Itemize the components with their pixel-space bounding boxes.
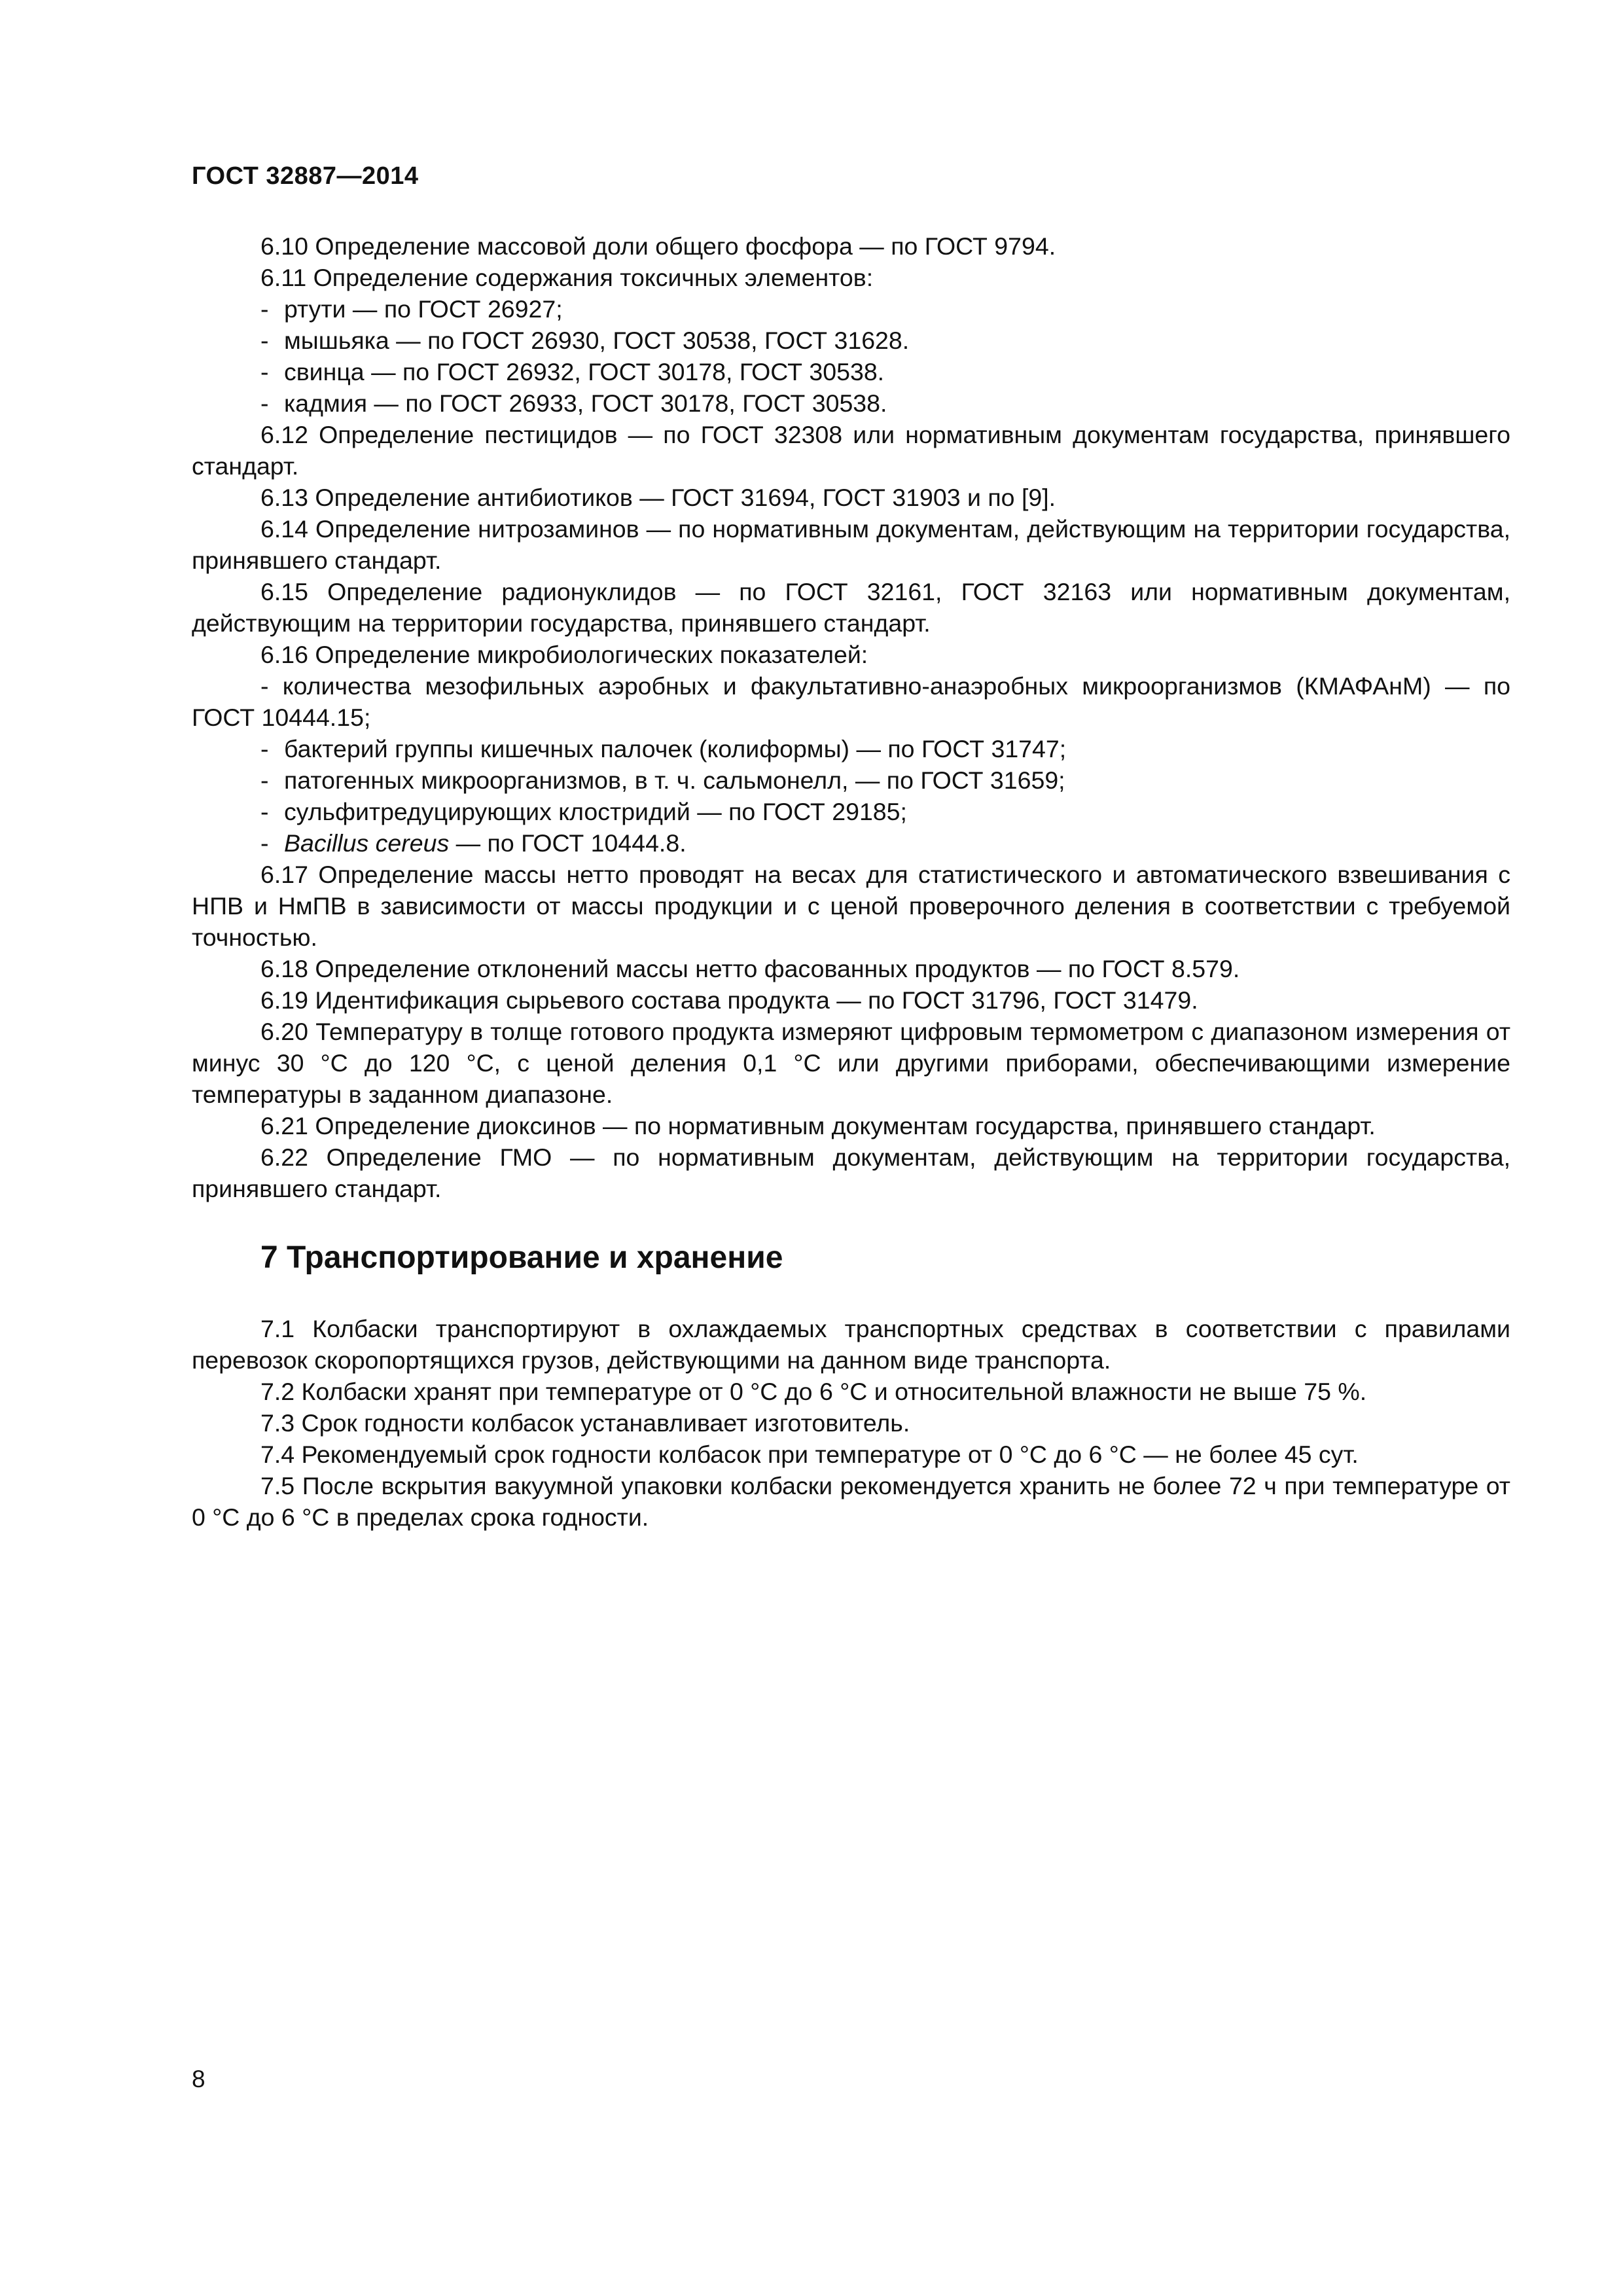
- list-item-text: патогенных микроорганизмов, в т. ч. сальмонелл, — по ГОСТ 31659;: [284, 766, 1065, 794]
- clause-6-12: 6.12 Определение пестицидов — по ГОСТ 32308 или нормативным документам государства, принявшего стандарт.: [192, 421, 1510, 480]
- list-item-text: — по ГОСТ 10444.8.: [449, 829, 687, 857]
- section-7-heading: 7 Транспортирование и хранение: [260, 1240, 783, 1275]
- list-item: [192, 325, 1510, 356]
- list-dash: -: [260, 829, 269, 857]
- clause-6-20: 6.20 Температуру в толще готового продукта измеряют цифровым термометром с диапазоном измерения от минус 30 °С до 120 °С, с ценой деления 0,1 °С или другими приборами, обеспечивающими измерение температуры в заданном диапазоне.: [192, 1018, 1510, 1108]
- bacillus-species-name: Bacillus cereus: [284, 829, 450, 857]
- list-item-text: кадмия — по ГОСТ 26933, ГОСТ 30178, ГОСТ 30538.: [284, 389, 887, 417]
- clause-6-11: 6.11 Определение содержания токсичных элементов:: [260, 264, 874, 291]
- clause-6-19: 6.19 Идентификация сырьевого состава продукта — по ГОСТ 31796, ГОСТ 31479.: [260, 986, 1198, 1014]
- list-dash: -: [260, 295, 269, 323]
- list-dash: -: [260, 735, 269, 762]
- list-dash: -: [260, 389, 269, 417]
- document-code-header: ГОСТ 32887—2014: [192, 162, 419, 190]
- list-item-kmafanm: - количества мезофильных аэробных и факультативно-анаэробных микроорганизмов (КМАФАнМ) — по ГОСТ 10444.15;: [192, 672, 1510, 731]
- clause-7-4: 7.4 Рекомендуемый срок годности колбасок при температуре от 0 °С до 6 °С — не более 45 сут.: [260, 1441, 1359, 1468]
- clause-7-2: 7.2 Колбаски хранят при температуре от 0 °С до 6 °С и относительной влажности не выше 75 %.: [260, 1378, 1367, 1405]
- list-item-text: свинца — по ГОСТ 26932, ГОСТ 30178, ГОСТ 30538.: [284, 358, 885, 386]
- list-item: [192, 293, 1510, 325]
- list-item: [192, 387, 1510, 419]
- list-item-bacillus: [192, 827, 1510, 859]
- list-item-text: бактерий группы кишечных палочек (колиформы) — по ГОСТ 31747;: [284, 735, 1067, 762]
- clause-6-10: 6.10 Определение массовой доли общего фосфора — по ГОСТ 9794.: [260, 232, 1056, 260]
- list-item: [192, 733, 1510, 764]
- list-item-text: сульфитредуцирующих клостридий — по ГОСТ 29185;: [284, 798, 907, 825]
- list-item-text: мышьяка — по ГОСТ 26930, ГОСТ 30538, ГОСТ 31628.: [284, 327, 910, 354]
- clause-6-22: 6.22 Определение ГМО — по нормативным документам, действующим на территории государства, принявшего стандарт.: [192, 1143, 1510, 1202]
- list-item-text: ртути — по ГОСТ 26927;: [284, 295, 563, 323]
- clause-6-21: 6.21 Определение диоксинов — по нормативным документам государства, принявшего стандарт.: [260, 1112, 1376, 1139]
- document-body: [192, 230, 1510, 1533]
- clause-6-17: 6.17 Определение массы нетто проводят на весах для статистического и автоматического взвешивания с НПВ и НмПВ в зависимости от массы продукции и с ценой проверочного деления в соответствии с требуемой точностью.: [192, 861, 1510, 951]
- clause-6-18: 6.18 Определение отклонений массы нетто фасованных продуктов — по ГОСТ 8.579.: [260, 955, 1240, 982]
- list-dash: -: [260, 798, 269, 825]
- list-dash: -: [260, 358, 269, 386]
- list-dash: -: [260, 766, 269, 794]
- clause-6-16: 6.16 Определение микробиологических показателей:: [260, 641, 868, 668]
- list-item: [192, 356, 1510, 387]
- page-number: 8: [192, 2066, 205, 2092]
- list-dash: -: [260, 327, 269, 354]
- clause-7-5: 7.5 После вскрытия вакуумной упаковки колбаски рекомендуется хранить не более 72 ч при температуре от 0 °С до 6 °С в пределах срока годности.: [192, 1472, 1510, 1531]
- list-item: [192, 764, 1510, 796]
- clause-6-13: 6.13 Определение антибиотиков — ГОСТ 31694, ГОСТ 31903 и по [9].: [260, 484, 1056, 511]
- list-item: [192, 796, 1510, 827]
- clause-6-15: 6.15 Определение радионуклидов — по ГОСТ 32161, ГОСТ 32163 или нормативным документам, действующим на территории государства, принявшего стандарт.: [192, 578, 1510, 637]
- clause-6-14: 6.14 Определение нитрозаминов — по нормативным документам, действующим на территории государства, принявшего стандарт.: [192, 515, 1510, 574]
- clause-7-1: 7.1 Колбаски транспортируют в охлаждаемых транспортных средствах в соответствии с правилами перевозок скоропортящихся грузов, действующими на данном виде транспорта.: [192, 1315, 1510, 1374]
- clause-7-3: 7.3 Срок годности колбасок устанавливает изготовитель.: [260, 1409, 910, 1437]
